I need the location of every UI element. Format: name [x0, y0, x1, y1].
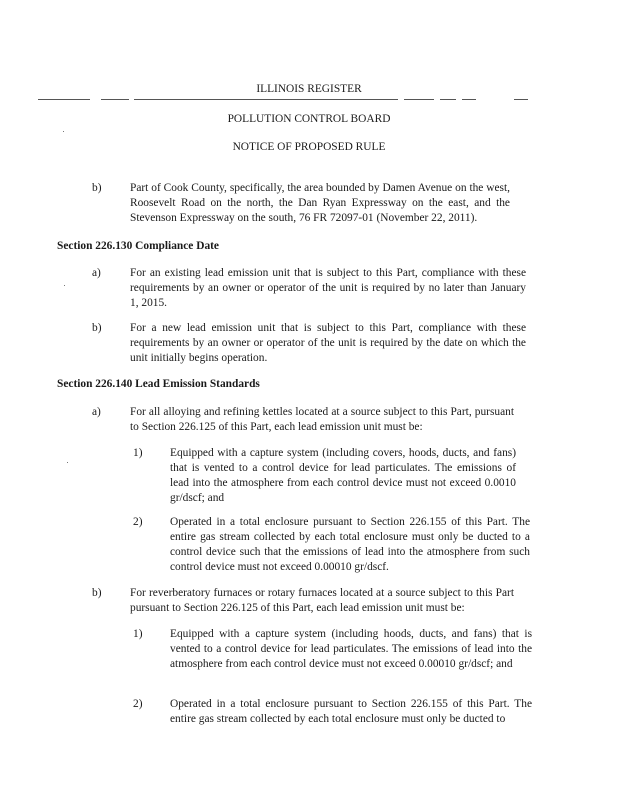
header-rule [462, 99, 476, 100]
header-rule [514, 99, 528, 100]
subitem-text: Operated in a total enclosure pursuant to Section 226.155 of this Part. The entire gas stream collected by each total enclosure must only be ducted to [170, 698, 532, 725]
section-heading: Section 226.130 Compliance Date [57, 240, 219, 252]
item-text: Part of Cook County, specifically, the area bounded by Damen Avenue on the west, Roosevelt Road on the north, the Dan Ryan Expressway on the east, and the Stevenson Expressway on the south, 76 FR 72097-01 (November 22, 2011). [130, 182, 510, 224]
subitem-label: 1) [133, 628, 143, 640]
item-text: For reverberatory furnaces or rotary furnaces located at a source subject to this Part pursuant to Section 226.125 of this Part, each lead emission unit must be: [130, 587, 514, 614]
agency-title: POLLUTION CONTROL BOARD [227, 113, 391, 125]
subitem-label: 2) [133, 516, 143, 528]
header-rule [134, 99, 398, 100]
section-heading: Section 226.140 Lead Emission Standards [57, 378, 260, 390]
subitem-text: Equipped with a capture system (including covers, hoods, ducts, and fans) that is vented to a control device for lead particulates. The emissions of lead into the atmosphere from each control device must not exceed 0.0010 gr/dscf; and [170, 447, 516, 504]
subitem-text: Equipped with a capture system (including hoods, ducts, and fans) that is vented to a control device for lead particulates. The emissions of lead into the atmosphere from each control device must not exceed 0.00010 gr/dscf; and [170, 628, 532, 670]
scan-speck [63, 131, 64, 132]
item-label: b) [92, 587, 102, 599]
item-text: For a new lead emission unit that is subject to this Part, compliance with these requirements by an owner or operator of the unit is required by the date on which the unit initially begins operation. [130, 322, 526, 364]
header-rule [440, 99, 456, 100]
item-label: a) [92, 267, 101, 279]
item-label: b) [92, 322, 102, 334]
subitem-label: 1) [133, 447, 143, 459]
notice-title: NOTICE OF PROPOSED RULE [232, 141, 386, 153]
subitem-label: 2) [133, 698, 143, 710]
item-label: a) [92, 406, 101, 418]
item-text: For all alloying and refining kettles located at a source subject to this Part, pursuant to Section 226.125 of this Part, each lead emission unit must be: [130, 406, 514, 433]
scan-speck [67, 462, 68, 463]
header-rule [404, 99, 434, 100]
header-rule [38, 99, 90, 100]
item-label: b) [92, 182, 102, 194]
scan-speck [64, 285, 65, 286]
subitem-text: Operated in a total enclosure pursuant to Section 226.155 of this Part. The entire gas stream collected by each total enclosure must only be ducted to a control device such that the emissions of lead into the atmosphere from such control device must not exceed 0.00010 gr/dscf. [170, 516, 530, 573]
register-title: ILLINOIS REGISTER [256, 83, 362, 95]
header-rule [101, 99, 129, 100]
item-text: For an existing lead emission unit that is subject to this Part, compliance with these requirements by an owner or operator of the unit is required by no later than January 1, 2015. [130, 267, 526, 309]
